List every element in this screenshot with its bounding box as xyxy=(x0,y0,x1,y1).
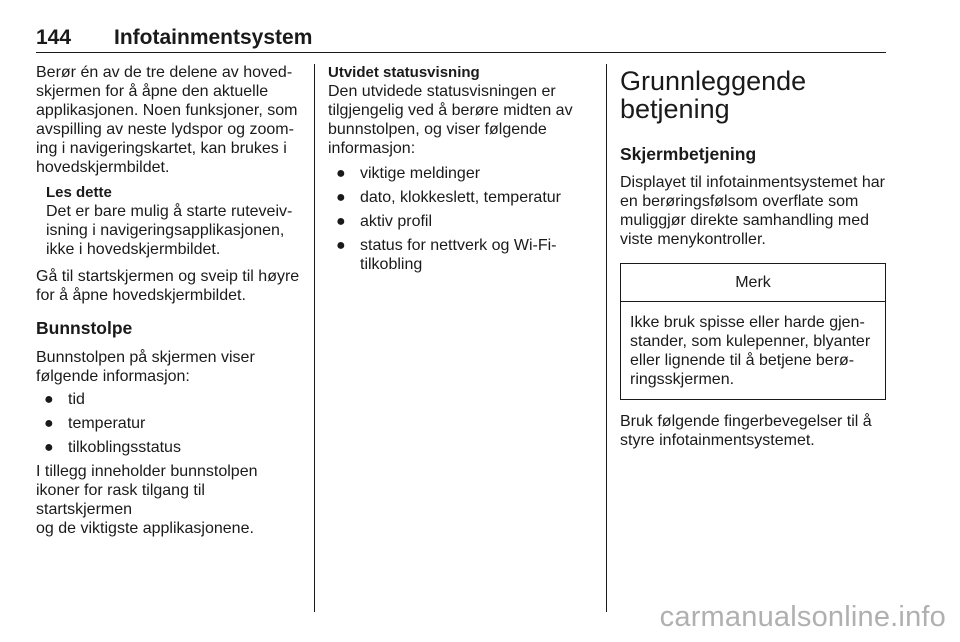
bullet-icon: ● xyxy=(336,213,346,230)
list-item: ● viktige meldinger xyxy=(336,165,481,182)
note-block xyxy=(36,183,302,259)
list-item: ● tilkoblingsstatus xyxy=(44,439,181,456)
bullet-icon: ● xyxy=(44,391,54,408)
column-middle xyxy=(328,63,590,279)
chapter-heading: Grunnleggende betjening xyxy=(620,66,807,124)
bullet-icon: ● xyxy=(44,415,54,432)
column-left xyxy=(36,63,302,538)
bottom-bar-list xyxy=(36,390,302,457)
bottom-bar-heading: Bunnstolpe xyxy=(36,318,133,338)
section-title: Infotainmentsystem xyxy=(114,26,313,49)
page-header xyxy=(36,26,886,52)
list-item: ● aktiv profil xyxy=(336,213,433,230)
extended-status-paragraph: Den utvidede statusvisningen er tilgjengelig ved å berøre midten av bunnstolpen, og viser følgende informasjon: xyxy=(328,83,573,157)
bullet-icon: ● xyxy=(44,439,54,456)
intro-paragraph: Berør én av de tre delene av hoved- skjermen for å åpne den aktuelle applikasjonen. Noen funksjoner, som avspilling av neste lydspor og zoom- ing i navigeringskartet, kan brukes i hovedskjermbildet. xyxy=(36,64,298,176)
screen-operation-paragraph: Displayet til infotainmentsystemet har en berøringsfølsom overflate som muliggjør direkte samhandling med viste menykontroller. xyxy=(620,174,885,248)
bullet-icon: ● xyxy=(336,237,346,254)
list-item: ● dato, klokkeslett, temperatur xyxy=(336,189,561,206)
bullet-icon: ● xyxy=(336,165,346,182)
page-number: 144 xyxy=(36,26,72,49)
column-divider xyxy=(314,64,315,612)
caution-box xyxy=(620,263,886,400)
gestures-paragraph: Bruk følgende fingerbevegelser til å styre infotainmentsystemet. xyxy=(620,413,872,449)
watermark: carmanualsonline.info xyxy=(659,601,946,633)
shortcut-paragraph: I tillegg inneholder bunnstolpen ikoner for rask tilgang til startskjermen og de viktigste applikasjonene. xyxy=(36,463,258,537)
extended-status-list xyxy=(328,164,590,274)
caution-title: Merk xyxy=(621,264,885,302)
column-right xyxy=(620,63,886,450)
column-divider xyxy=(606,64,607,612)
home-screen-paragraph: Gå til startskjermen og sveip til høyre for å åpne hovedskjermbildet. xyxy=(36,268,300,304)
extended-status-heading: Utvidet statusvisning xyxy=(328,64,480,81)
note-title: Les dette xyxy=(46,184,112,201)
list-item: ● temperatur xyxy=(44,415,146,432)
header-rule xyxy=(36,52,886,53)
list-item: ● status for nettverk og Wi-Fi- tilkobling xyxy=(336,237,557,273)
caution-text: Ikke bruk spisse eller harde gjen- stander, som kulepenner, blyanter eller lignende til å betjene berø- ringsskjermen. xyxy=(630,314,871,388)
note-text: Det er bare mulig å starte ruteveiv- isning i navigeringsapplikasjonen, ikke i hovedskjermbildet. xyxy=(46,203,293,258)
screen-operation-heading: Skjermbetjening xyxy=(620,144,757,164)
bullet-icon: ● xyxy=(336,189,346,206)
list-item: ● tid xyxy=(44,391,85,408)
bottom-bar-paragraph: Bunnstolpen på skjermen viser følgende informasjon: xyxy=(36,349,255,385)
